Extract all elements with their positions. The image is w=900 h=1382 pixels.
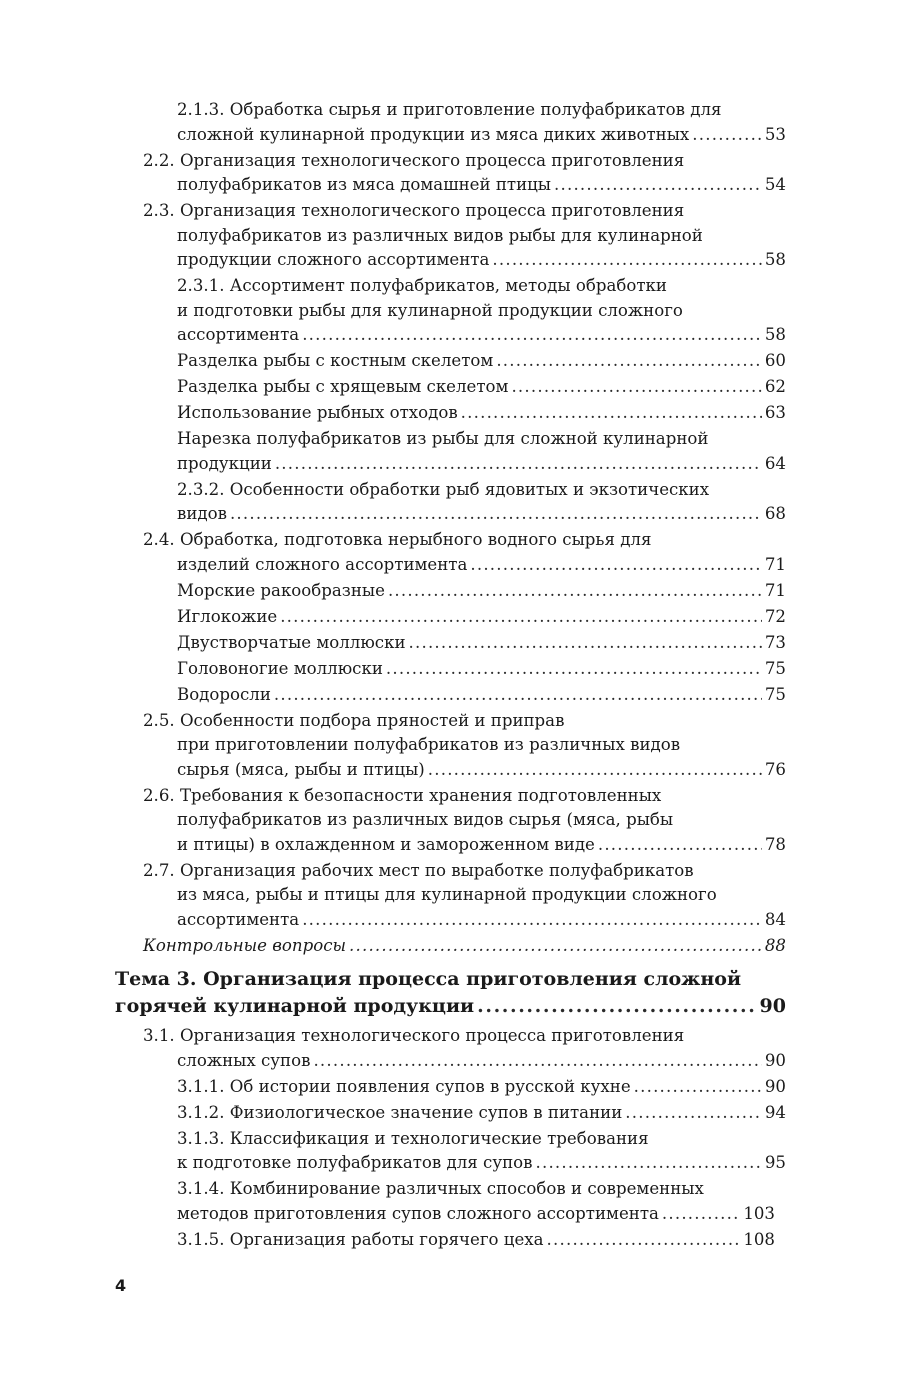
- toc-page-number: 62: [764, 377, 786, 396]
- toc-entry-line: 2.4. Обработка, подготовка нерыбного водного сырья для: [143, 530, 652, 549]
- toc-entry-line: Головоногие моллюски: [177, 658, 383, 678]
- page-number: 4: [115, 1276, 127, 1295]
- dot-leader: [634, 1075, 762, 1100]
- dot-leader: [409, 631, 762, 656]
- toc-entry-line: Нарезка полуфабрикатов из рыбы для сложной кулинарной: [177, 429, 709, 448]
- dot-leader: [477, 993, 756, 1020]
- toc-entry: [177, 375, 786, 400]
- toc-page-number: 58: [764, 250, 786, 269]
- toc-page-number: 58: [764, 325, 786, 344]
- toc-page-number: 90: [764, 1050, 786, 1070]
- toc-page-number: 84: [764, 909, 786, 929]
- toc-page-number: 72: [764, 606, 786, 626]
- toc-entry-line: Тема 3. Организация процесса приготовления сложной: [115, 968, 742, 990]
- toc-entry: [177, 98, 786, 147]
- toc-entry-line: Иглокожие: [177, 606, 278, 626]
- toc-entry-line: 2.3.2. Особенности обработки рыб ядовитых и экзотических: [177, 479, 710, 499]
- toc-page-number: 78: [764, 834, 786, 854]
- toc-entry: [177, 1177, 775, 1226]
- toc-entry: [177, 631, 786, 656]
- toc-entry-line: к подготовке полуфабрикатов для супов: [177, 1153, 533, 1172]
- toc-entry: [177, 1075, 786, 1100]
- toc-entry: [143, 934, 786, 959]
- toc-entry-line: Разделка рыбы с хрящевым скелетом: [177, 377, 509, 396]
- dot-leader: [511, 375, 761, 400]
- dot-leader: [386, 657, 762, 682]
- toc-entry: [177, 427, 786, 476]
- toc-page-number: 90: [764, 1076, 786, 1096]
- toc-entry: [143, 859, 786, 933]
- toc-entry-line: сложных супов: [177, 1050, 311, 1070]
- toc-entry-line: сырья (мяса, рыбы и птицы): [177, 759, 425, 779]
- toc-entry-line: полуфабрикатов из различных видов рыбы для кулинарной: [177, 225, 703, 245]
- dot-leader: [230, 502, 762, 527]
- toc-page-number: 95: [764, 1153, 786, 1172]
- dot-leader: [662, 1202, 740, 1227]
- toc-topic-heading: [115, 966, 786, 1020]
- dot-leader: [496, 349, 762, 374]
- toc-entry: [177, 1228, 775, 1253]
- toc-entry-line: и подготовки рыбы для кулинарной продукции сложного: [177, 300, 683, 320]
- toc-entry-line: 3.1.5. Организация работы горячего цеха: [177, 1229, 544, 1249]
- dot-leader: [275, 452, 762, 477]
- table-of-contents: [0, 98, 900, 1254]
- dot-leader: [274, 683, 762, 708]
- dot-leader: [536, 1151, 762, 1176]
- toc-page-number: 71: [764, 580, 786, 600]
- toc-page-number: 75: [764, 658, 786, 678]
- dot-leader: [625, 1101, 762, 1126]
- toc-entry-line: Морские ракообразные: [177, 580, 385, 600]
- toc-page-number: 60: [764, 351, 786, 370]
- dot-leader: [388, 579, 762, 604]
- dot-leader: [302, 908, 762, 933]
- toc-entry-line: 2.7. Организация рабочих мест по выработке полуфабрикатов: [143, 860, 694, 880]
- toc-entry-line: Разделка рыбы с костным скелетом: [177, 351, 494, 370]
- toc-entry-line: полуфабрикатов из мяса домашней птицы: [177, 175, 552, 194]
- toc-entry-line: 3.1.2. Физиологическое значение супов в питании: [177, 1102, 623, 1122]
- toc-page-number: 90: [759, 995, 786, 1017]
- toc-entry: [143, 199, 786, 273]
- toc-page-number: 63: [764, 403, 786, 422]
- toc-entry: [177, 683, 786, 708]
- toc-page-number: 64: [764, 453, 786, 473]
- toc-entry-line: продукции сложного ассортимента: [177, 250, 490, 269]
- dot-leader: [280, 605, 762, 630]
- toc-entry: [177, 1101, 786, 1126]
- dot-leader: [547, 1228, 741, 1253]
- dot-leader: [313, 1049, 761, 1074]
- toc-entry: [177, 401, 786, 426]
- toc-entry: [143, 528, 786, 577]
- toc-entry: [143, 1024, 786, 1073]
- toc-entry: [143, 784, 786, 858]
- toc-entry-line: Использование рыбных отходов: [177, 403, 458, 422]
- toc-entry: [143, 709, 786, 783]
- toc-entry-line: 3.1. Организация технологического процесса приготовления: [143, 1026, 685, 1045]
- dot-leader: [302, 323, 762, 348]
- toc-page-number: 88: [764, 935, 786, 955]
- toc-page-number: 75: [764, 684, 786, 704]
- toc-entry-line: 2.2. Организация технологического процесса приготовления: [143, 150, 685, 170]
- toc-entry-line: 2.1.3. Обработка сырья и приготовление полуфабрикатов для: [177, 100, 722, 119]
- toc-entry-line: изделий сложного ассортимента: [177, 554, 468, 574]
- toc-entry-line: методов приготовления супов сложного ассортимента: [177, 1203, 659, 1223]
- toc-entry-line: ассортимента: [177, 909, 300, 929]
- toc-entry: [177, 478, 786, 527]
- toc-entry-line: ассортимента: [177, 325, 300, 344]
- toc-entry: [177, 349, 786, 374]
- toc-page-number: 54: [764, 175, 786, 194]
- toc-entry-line: 3.1.4. Комбинирование различных способов и современных: [177, 1179, 704, 1198]
- toc-entry-line: Двустворчатые моллюски: [177, 632, 406, 652]
- dot-leader: [692, 123, 762, 148]
- toc-entry: [177, 1127, 786, 1176]
- toc-page-number: 73: [764, 632, 786, 652]
- dot-leader: [428, 758, 762, 783]
- toc-entry-line: продукции: [177, 453, 272, 473]
- toc-page-number: 53: [764, 124, 786, 144]
- toc-page-number: 108: [743, 1229, 775, 1249]
- toc-entry: [177, 605, 786, 630]
- toc-entry-line: 2.3.1. Ассортимент полуфабрикатов, методы обработки: [177, 276, 667, 295]
- toc-entry-line: 2.6. Требования к безопасности хранения подготовленных: [143, 785, 662, 805]
- toc-entry-line: видов: [177, 504, 227, 523]
- toc-entry-line: и птицы) в охлажденном и замороженном виде: [177, 834, 595, 854]
- toc-entry-line: Контрольные вопросы: [143, 935, 347, 955]
- dot-leader: [461, 401, 762, 426]
- dot-leader: [554, 173, 762, 198]
- toc-entry-line: полуфабрикатов из различных видов сырья (мяса, рыбы: [177, 810, 674, 829]
- toc-page-number: 76: [764, 759, 786, 779]
- dot-leader: [492, 248, 761, 273]
- toc-entry-line: 3.1.3. Классификация и технологические требования: [177, 1128, 649, 1148]
- toc-entry-line: 2.3. Организация технологического процесса приготовления: [143, 201, 685, 220]
- toc-entry: [177, 657, 786, 682]
- toc-page-number: 68: [764, 504, 786, 523]
- dot-leader: [470, 553, 762, 578]
- dot-leader: [598, 833, 762, 858]
- toc-entry-line: сложной кулинарной продукции из мяса диких животных: [177, 124, 690, 144]
- toc-entry: [143, 149, 786, 198]
- toc-entry-line: 3.1.1. Об истории появления супов в русской кухне: [177, 1076, 631, 1096]
- toc-entry: [177, 579, 786, 604]
- toc-entry-line: из мяса, рыбы и птицы для кулинарной продукции сложного: [177, 885, 717, 904]
- toc-entry-line: при приготовлении полуфабрикатов из различных видов: [177, 735, 681, 754]
- toc-entry-line: Водоросли: [177, 684, 271, 704]
- toc-page-number: 71: [764, 554, 786, 574]
- toc-page-number: 94: [764, 1102, 786, 1122]
- toc-entry: [177, 274, 786, 348]
- toc-entry-line: горячей кулинарной продукции: [115, 995, 475, 1017]
- toc-page-number: 103: [743, 1203, 775, 1223]
- dot-leader: [349, 934, 762, 959]
- toc-entry-line: 2.5. Особенности подбора пряностей и приправ: [143, 710, 565, 730]
